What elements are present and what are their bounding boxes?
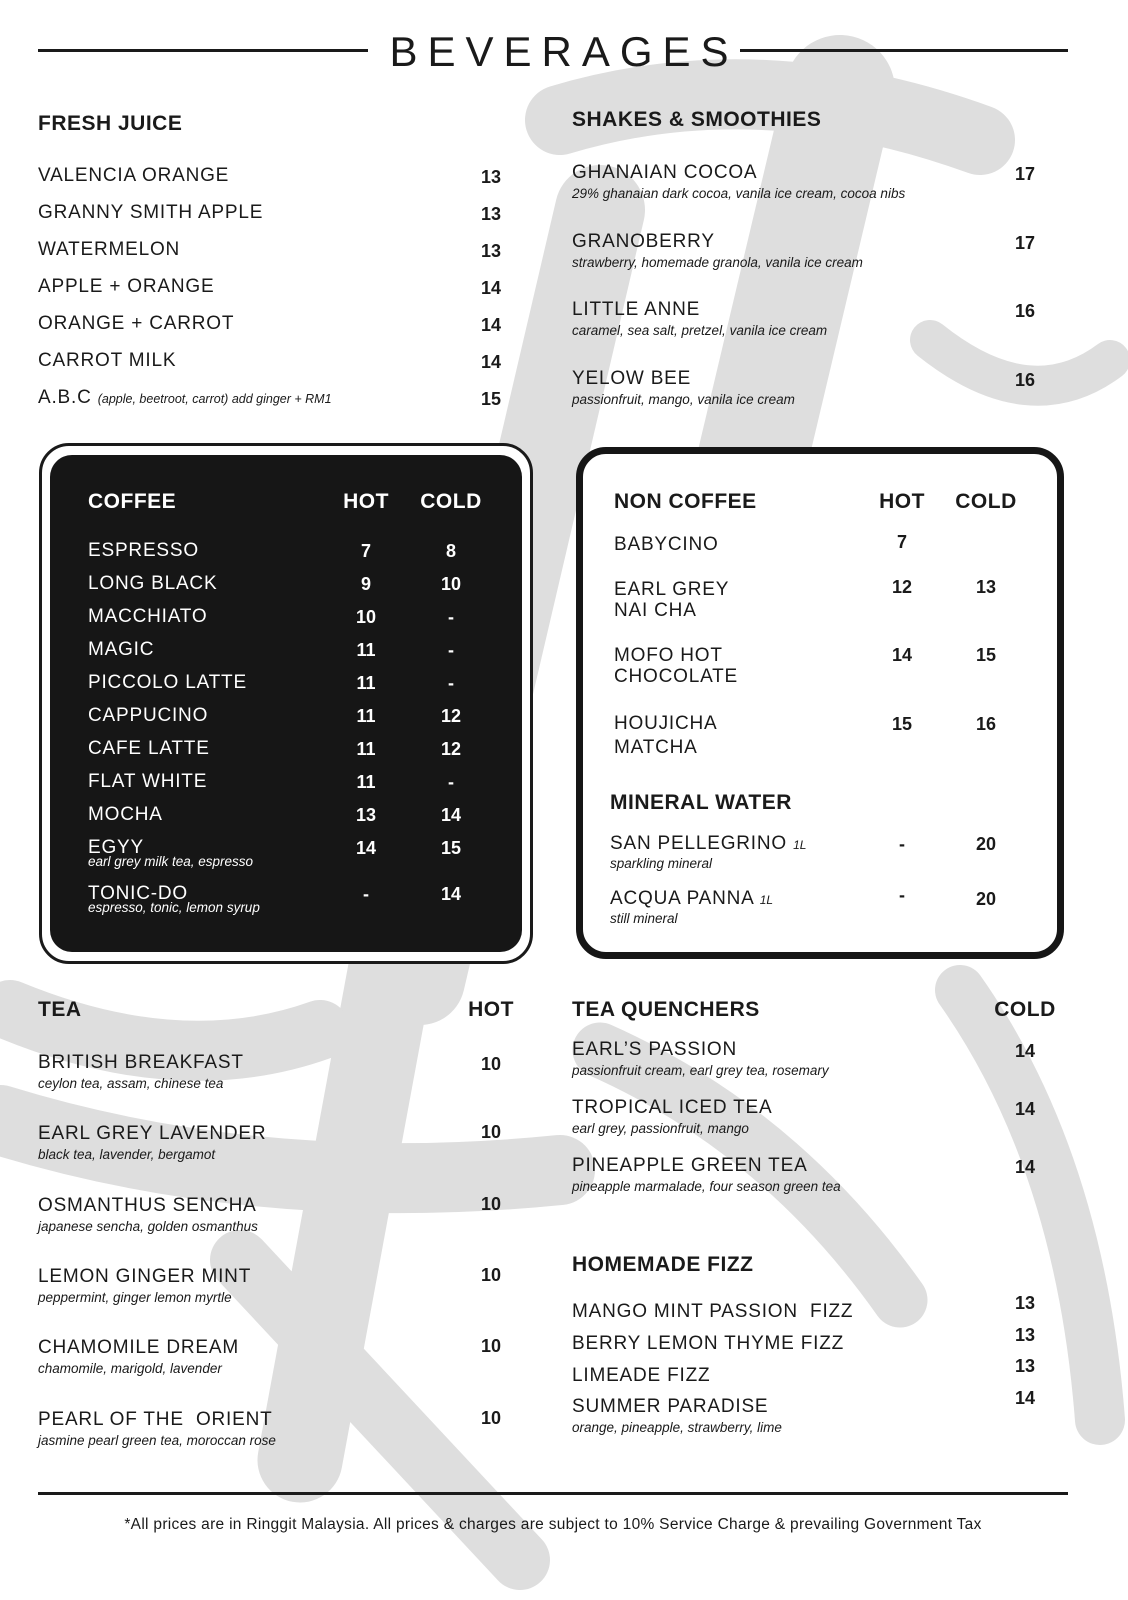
tea-item-name: LEMON GINGER MINT (38, 1266, 252, 1287)
coffee-cold-header: COLD (420, 490, 482, 513)
coffee-item-hot: - (363, 884, 369, 904)
juice-item-price: 13 (480, 167, 502, 187)
juice-item-price: 13 (480, 204, 502, 224)
mineral-water-heading: MINERAL WATER (610, 791, 792, 814)
juice-item-name: GRANNY SMITH APPLE (38, 202, 264, 223)
coffee-item-cold: - (448, 772, 454, 792)
coffee-item-hot: 13 (355, 805, 377, 825)
homemade-fizz-heading: HOMEMADE FIZZ (572, 1253, 754, 1276)
tea-quenchers-heading: TEA QUENCHERS (572, 998, 760, 1021)
non-coffee-item-hot: 7 (896, 532, 907, 552)
non-coffee-box (576, 447, 1064, 959)
shake-item-desc: passionfruit, mango, vanila ice cream (572, 392, 795, 407)
tea-item-desc: japanese sencha, golden osmanthus (38, 1219, 258, 1234)
fizz-item-name: LIMEADE FIZZ (572, 1365, 711, 1386)
quencher-item-desc: passionfruit cream, earl grey tea, rosemary (572, 1063, 829, 1078)
coffee-item-cold: - (448, 673, 454, 693)
coffee-item-cold: - (448, 607, 454, 627)
non-coffee-item-cold: 15 (975, 645, 997, 665)
non-coffee-item-cold: 13 (975, 577, 997, 597)
quencher-item-price: 14 (1014, 1099, 1036, 1119)
water-item-name: ACQUA PANNA (610, 888, 754, 909)
fizz-item-name: MANGO MINT PASSION FIZZ (572, 1301, 854, 1322)
juice-item-price: 14 (480, 278, 502, 298)
shake-item-desc: 29% ghanaian dark cocoa, vanila ice cream, cocoa nibs (572, 186, 906, 201)
water-item-hot: - (899, 885, 905, 905)
shake-item-price: 16 (1014, 301, 1036, 321)
coffee-item-name: PICCOLO LATTE (88, 672, 247, 693)
quencher-item-name: PINEAPPLE GREEN TEA (572, 1155, 808, 1176)
water-item-cold: 20 (975, 889, 997, 909)
coffee-item-name: FLAT WHITE (88, 771, 208, 792)
coffee-item-name: ESPRESSO (88, 540, 199, 561)
juice-item-name: VALENCIA ORANGE (38, 165, 230, 186)
coffee-item-hot: 11 (356, 640, 376, 660)
coffee-hot-header: HOT (343, 490, 389, 513)
fizz-item-name: BERRY LEMON THYME FIZZ (572, 1333, 845, 1354)
shakes-heading: SHAKES & SMOOTHIES (572, 108, 822, 131)
coffee-item-cold: - (448, 640, 454, 660)
water-item-unit: 1L (759, 893, 774, 907)
water-item (610, 888, 773, 911)
tea-item-name: CHAMOMILE DREAM (38, 1337, 239, 1358)
quencher-item-name: TROPICAL ICED TEA (572, 1097, 773, 1118)
coffee-item-cold: 10 (440, 574, 462, 594)
juice-item-price: 13 (480, 241, 502, 261)
shake-item-name: LITTLE ANNE (572, 299, 701, 320)
tea-item-price: 10 (480, 1265, 502, 1285)
page-title: BEVERAGES (389, 28, 739, 75)
coffee-item-cold: 8 (445, 541, 456, 561)
juice-item-name: CARROT MILK (38, 350, 177, 371)
coffee-item-name: MACCHIATO (88, 606, 208, 627)
water-item-hot: - (899, 834, 905, 854)
tea-item-name: EARL GREY LAVENDER (38, 1123, 267, 1144)
coffee-item-cold: 12 (440, 739, 462, 759)
juice-item-name: A.B.C (38, 387, 92, 408)
coffee-heading: COFFEE (88, 490, 177, 513)
juice-item-name: ORANGE + CARROT (38, 313, 235, 334)
juice-item-price: 14 (480, 352, 502, 372)
non-coffee-cold-header: COLD (955, 490, 1017, 513)
coffee-box (50, 455, 522, 952)
shake-item-name: GHANAIAN COCOA (572, 162, 758, 183)
fizz-item-price: 13 (1014, 1356, 1036, 1376)
quencher-item-desc: pineapple marmalade, four season green tea (572, 1179, 841, 1194)
coffee-item-name: MAGIC (88, 639, 155, 660)
tea-quenchers-cold-header: COLD (994, 998, 1056, 1021)
coffee-item-hot: 9 (360, 574, 371, 594)
shake-item-price: 16 (1014, 370, 1036, 390)
non-coffee-item-hot: 14 (891, 645, 913, 665)
tea-item-price: 10 (480, 1336, 502, 1356)
tea-hot-header: HOT (468, 998, 514, 1021)
coffee-item-cold: 14 (440, 805, 462, 825)
quencher-item-price: 14 (1014, 1157, 1036, 1177)
coffee-item-hot: 10 (355, 607, 377, 627)
non-coffee-item-hot: 12 (891, 577, 913, 597)
non-coffee-item-cold: 16 (975, 714, 997, 734)
tea-item-name: BRITISH BREAKFAST (38, 1052, 244, 1073)
non-coffee-hot-header: HOT (879, 490, 925, 513)
shake-item-price: 17 (1014, 233, 1036, 253)
footer-rule (38, 1492, 1068, 1495)
shake-item-name: YELOW BEE (572, 368, 692, 389)
tea-item-desc: jasmine pearl green tea, moroccan rose (38, 1433, 276, 1448)
non-coffee-item-name-line2: MATCHA (614, 737, 698, 758)
coffee-item-hot: 11 (356, 739, 376, 759)
water-item-desc: still mineral (610, 911, 678, 926)
coffee-item-name: TONIC-DO (88, 883, 188, 904)
quencher-item-price: 14 (1014, 1041, 1036, 1061)
shake-item-name: GRANOBERRY (572, 231, 715, 252)
tea-item-desc: peppermint, ginger lemon myrtle (38, 1290, 232, 1305)
fresh-juice-heading: FRESH JUICE (38, 112, 183, 135)
non-coffee-item-name: EARL GREY (614, 579, 730, 600)
title-rule-right (740, 49, 1068, 52)
tea-item-desc: ceylon tea, assam, chinese tea (38, 1076, 224, 1091)
non-coffee-heading: NON COFFEE (614, 490, 757, 513)
coffee-item-hot: 11 (356, 706, 376, 726)
tea-item-price: 10 (480, 1194, 502, 1214)
tea-item-price: 10 (480, 1408, 502, 1428)
non-coffee-item-name: MOFO HOT (614, 645, 723, 666)
coffee-item-cold: 14 (440, 884, 462, 904)
fizz-item-desc: orange, pineapple, strawberry, lime (572, 1420, 782, 1435)
shake-item-desc: strawberry, homemade granola, vanila ice cream (572, 255, 863, 270)
water-item (610, 833, 806, 856)
water-item-unit: 1L (793, 838, 807, 852)
juice-item-price: 15 (480, 389, 502, 409)
coffee-item-hot: 14 (355, 838, 377, 858)
non-coffee-item-name: BABYCINO (614, 534, 719, 555)
coffee-item-name: CAPPUCINO (88, 705, 209, 726)
fizz-item-price: 13 (1014, 1293, 1036, 1313)
fizz-item-price: 13 (1014, 1325, 1036, 1345)
non-coffee-item-name-line2: NAI CHA (614, 600, 697, 621)
tea-item-price: 10 (480, 1054, 502, 1074)
title-rule-left (38, 49, 368, 52)
coffee-item-cold: 12 (440, 706, 462, 726)
fizz-item-name: SUMMER PARADISE (572, 1396, 769, 1417)
coffee-item-cold: 15 (440, 838, 462, 858)
juice-item-note: (apple, beetroot, carrot) add ginger + RM1 (97, 392, 332, 406)
coffee-item-desc: espresso, tonic, lemon syrup (88, 900, 260, 915)
quencher-item-desc: earl grey, passionfruit, mango (572, 1121, 749, 1136)
coffee-item-name: LONG BLACK (88, 573, 218, 594)
non-coffee-item-hot: 15 (891, 714, 913, 734)
juice-item-name: WATERMELON (38, 239, 181, 260)
tea-heading: TEA (38, 998, 82, 1021)
footer-note: *All prices are in Ringgit Malaysia. All prices & charges are subject to 10% Service Charge & prevailing Government Tax (124, 1516, 982, 1533)
coffee-item-hot: 11 (356, 772, 376, 792)
non-coffee-item-name-line2: CHOCOLATE (614, 666, 739, 687)
shake-item-desc: caramel, sea salt, pretzel, vanila ice cream (572, 323, 828, 338)
coffee-item-desc: earl grey milk tea, espresso (88, 854, 254, 869)
shake-item-price: 17 (1014, 164, 1036, 184)
tea-item-desc: black tea, lavender, bergamot (38, 1147, 216, 1162)
coffee-item-name: CAFE LATTE (88, 738, 210, 759)
juice-item-price: 14 (480, 315, 502, 335)
tea-item-name: PEARL OF THE ORIENT (38, 1409, 273, 1430)
juice-item-abc (38, 387, 332, 410)
juice-item-name: APPLE + ORANGE (38, 276, 215, 297)
water-item-desc: sparkling mineral (610, 856, 713, 871)
tea-item-desc: chamomile, marigold, lavender (38, 1361, 222, 1376)
coffee-item-hot: 11 (356, 673, 376, 693)
coffee-item-hot: 7 (360, 541, 371, 561)
water-item-cold: 20 (975, 834, 997, 854)
tea-item-price: 10 (480, 1122, 502, 1142)
fizz-item-price: 14 (1014, 1388, 1036, 1408)
coffee-item-name: MOCHA (88, 804, 163, 825)
water-item-name: SAN PELLEGRINO (610, 833, 787, 854)
non-coffee-item-name: HOUJICHA (614, 713, 718, 734)
coffee-item-name: EGYY (88, 837, 144, 858)
quencher-item-name: EARL’S PASSION (572, 1039, 738, 1060)
tea-item-name: OSMANTHUS SENCHA (38, 1195, 257, 1216)
